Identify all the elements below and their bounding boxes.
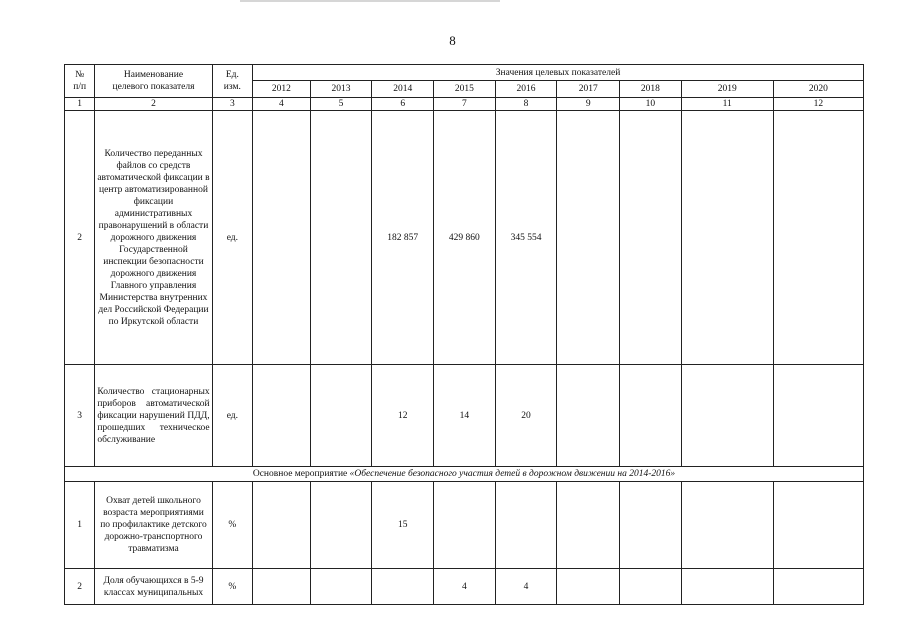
value-cell [557,482,620,569]
column-number: 12 [773,98,863,111]
value-cell: 345 554 [495,111,557,365]
section-name: «Обеспечение безопасного участия детей в дорожном движении на 2014-2016» [349,469,676,479]
header-unit [212,65,252,98]
column-number: 4 [253,98,311,111]
section-title [65,467,864,482]
unit-cell: ед. [212,365,252,467]
row-number: 2 [65,569,95,605]
column-number: 8 [495,98,557,111]
value-cell: 12 [372,365,434,467]
year-cell: 2018 [620,81,682,98]
row-number: 1 [65,482,95,569]
value-cell [681,111,773,365]
header-unit-line2: изм. [223,82,241,92]
value-cell: 182 857 [372,111,434,365]
unit-cell: ед. [212,111,252,365]
value-cell [557,365,620,467]
header-row-1 [65,65,864,81]
column-number: 10 [620,98,682,111]
value-cell [310,365,372,467]
scan-artifact [240,0,500,2]
value-cell [681,569,773,605]
value-cell [310,569,372,605]
table-row [65,482,864,569]
value-cell [620,365,682,467]
table-row [65,111,864,365]
year-cell: 2013 [310,81,372,98]
year-cell: 2020 [773,81,863,98]
value-cell [681,482,773,569]
header-name [95,65,212,98]
column-number: 1 [65,98,95,111]
section-row [65,467,864,482]
value-cell [620,111,682,365]
value-cell: 15 [372,482,434,569]
value-cell [253,111,311,365]
section-prefix: Основное мероприятие [252,469,350,479]
header-num-line2: п/п [73,82,87,92]
column-number: 5 [310,98,372,111]
value-cell [620,482,682,569]
header-values-title: Значения целевых показателей [253,65,864,81]
table-row [65,365,864,467]
value-cell [773,482,863,569]
column-number: 3 [212,98,252,111]
header-name-line2: целевого показателя [112,82,195,92]
row-number: 3 [65,365,95,467]
indicator-name: Количество стационарных приборов автоматической фиксации нарушений ПДД, прошедших техническое обслуживание [95,365,212,467]
column-number: 9 [557,98,620,111]
value-cell [773,569,863,605]
value-cell: 20 [495,365,557,467]
value-cell: 4 [434,569,496,605]
value-cell [557,569,620,605]
indicator-name: Доля обучающихся в 5-9 классах муниципальных [95,569,212,605]
header-num-line1: № [75,70,85,80]
header-name-line1: Наименование [123,70,184,80]
value-cell [253,569,311,605]
unit-cell: % [212,569,252,605]
column-number: 2 [95,98,212,111]
target-indicators-table [64,64,864,605]
value-cell [310,482,372,569]
year-cell: 2012 [253,81,311,98]
value-cell [557,111,620,365]
year-cell: 2019 [681,81,773,98]
value-cell [434,482,496,569]
value-cell [620,569,682,605]
value-cell [681,365,773,467]
value-cell: 14 [434,365,496,467]
page-number: 8 [449,33,456,48]
value-cell [372,569,434,605]
year-cell: 2014 [372,81,434,98]
column-number: 11 [681,98,773,111]
table-row [65,569,864,605]
row-number: 2 [65,111,95,365]
value-cell [253,482,311,569]
year-cell: 2016 [495,81,557,98]
header-unit-line1: Ед. [225,70,239,80]
year-cell: 2015 [434,81,496,98]
column-number: 7 [434,98,496,111]
column-number: 6 [372,98,434,111]
value-cell: 4 [495,569,557,605]
column-number-row [65,98,864,111]
value-cell [253,365,311,467]
indicator-name: Охват детей школьного возраста мероприятиями по профилактике детского дорожно-транспортного травматизма [95,482,212,569]
indicator-name: Количество переданных файлов со средств автоматической фиксации в центр автоматизированной фиксации административных правонарушений в области дорожного движения Государственной инспекции безопасности дорожного движения Главного управления Министерства внутренних дел Российской Федерации по Иркутской области [95,111,212,365]
value-cell: 429 860 [434,111,496,365]
value-cell [773,365,863,467]
value-cell [310,111,372,365]
header-num [65,65,95,98]
unit-cell: % [212,482,252,569]
year-cell: 2017 [557,81,620,98]
value-cell [495,482,557,569]
value-cell [773,111,863,365]
